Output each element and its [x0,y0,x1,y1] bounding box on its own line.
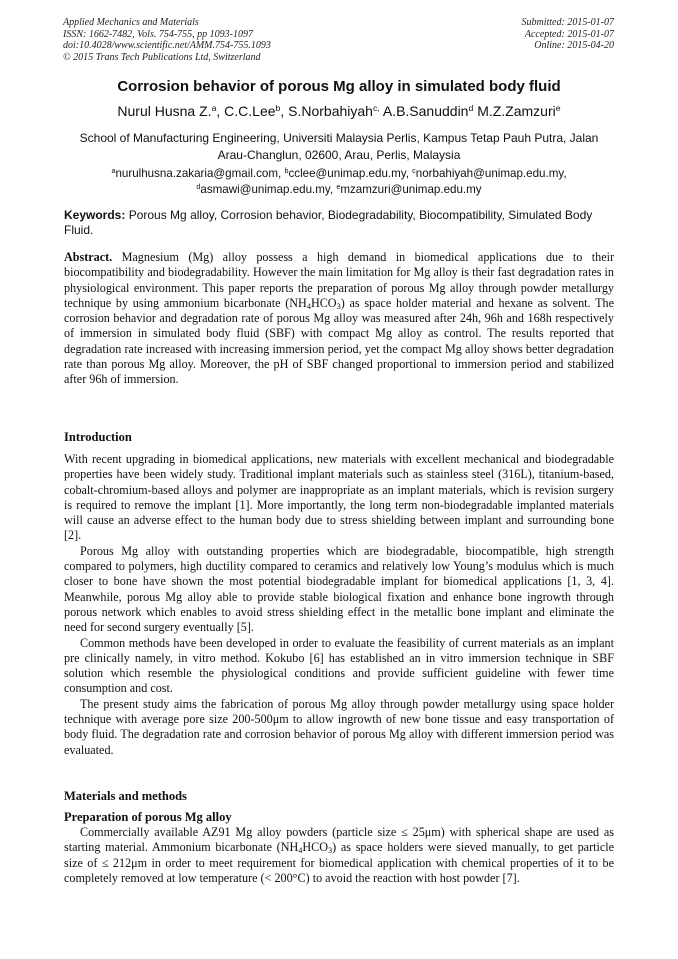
introduction-body [64,452,614,758]
doi-line: doi:10.4028/www.scientific.net/AMM.754-755.1093 [63,40,271,52]
author-list: Nurul Husna Z.$^a$, C.C.Lee$^b$, S.Norbahiyah$^{c,}$ A.B.Sanuddin$^d$ M.Z.Zamzuri$^e$ [117,103,561,119]
journal-name: Applied Mechanics and Materials [63,17,199,28]
email-d: asmawi@unimap.edu.my [200,182,330,196]
online-date: Online: 2015-04-20 [534,40,614,52]
author-mark: c, [372,103,380,114]
author-emails: $^a$nurulhusna.zakaria@gmail.com, $^b$cclee@unimap.edu.my, $^c$norbahiyah@unimap.edu.my, $^d$asmawi@unimap.edu.my, $^e$mzamzuri@unimap.edu.my [111,166,567,196]
preparation-body: Commercially available AZ91 Mg alloy powders (particle size ≤ 25μm) with spherical shape are used as starting material. Ammonium bicarbonate $(NH_4HCO_3)$ as space holders were sieved manually, to get particle size of ≤ 212μm in order to meet requirement for biomedical application with chemical properties of it to be completely removed at low temperature (< 200°C) to avoid the reaction with host powder [7]. [64,825,615,885]
journal-info [63,17,271,63]
email-c: norbahiyah@unimap.edu.my [415,167,564,180]
paper-title: Corrosion behavior of porous Mg alloy in simulated body fluid [117,78,561,95]
introduction-heading: Introduction [64,430,132,444]
abstract-label: Abstract. [64,250,113,264]
issn-line: ISSN: 1662-7482, Vols. 754-755, pp 1093-1097 [63,28,253,40]
abstract: Abstract. Magnesium (Mg) alloy possess a high demand in biomedical applications due to their biocompatibility and biodegradability. However the main limitation for Mg alloy is their fast degradation rates in physiological environment. This paper reports the preparation of porous Mg alloy through powder metallurgy technique by using ammonium bicarbonate $(NH_4HCO_3)$ as space holder material and hexane as solvent. The corrosion behavior and degradation rate of porous Mg alloy was measured after 24h, 96h and 168h respectively of immersion in simulated body fluid (SBF) with compact Mg alloy as control. The results reported that degradation rate increased with increasing immersion period, yet the compact Mg alloy shows better degradation rate than porous Mg alloy. Moreover, the pH of SBF changed proportional to immersion period and stabilized after 96h of immersion. [64,250,614,387]
author-mark: d [468,103,474,114]
copyright-line: © 2015 Trans Tech Publications Ltd, Switzerland [63,51,261,63]
keywords-text: Porous Mg alloy, Corrosion behavior, Biodegradability, Biocompatibility, Simulated Body Fluid. [64,208,593,238]
author-name: A.B.Sanuddin [382,103,469,119]
author-name: M.Z.Zamzuri [477,103,556,119]
preparation-subheading: Preparation of porous Mg alloy [64,810,232,824]
materials-heading: Materials and methods [64,789,187,803]
paragraph: The present study aims the fabrication of porous Mg alloy through powder metallurgy using space holder technique with average pore size 200-500μm to allow ingrowth of new bone tissue and easy transportation of body fluid. The degradation rate and corrosion behavior of porous Mg alloy with different immersion period was evaluated. [64,696,614,757]
email-a: nurulhusna.zakaria@gmail.com [115,167,279,180]
affiliation: School of Manufacturing Engineering, Universiti Malaysia Perlis, Kampus Tetap Pauh Putra, Jalan Arau-Changlun, 02600, Arau, Perlis, Malaysia [79,131,599,162]
paragraph: Porous Mg alloy with outstanding properties which are biodegradable, biocompatible, high strength compared to polymers, high ductility compared to ceramics and relatively low Young’s modulus which is much closer to bone have shown the most potential biodegradable implant for biomedical applications [1, 3, 4]. Meanwhile, porous Mg alloy able to provide stable biological fixation and enhance bone ingrowth through porous network which enables to avoid stress shielding effect in the metallic bone implant and eliminate the need for second surgery eventually [5]. [64,543,614,635]
keywords [64,208,616,239]
submitted-date: Submitted: 2015-01-07 [521,17,614,28]
author-name: S.Norbahiyah [288,103,373,119]
keywords-label: Keywords: [64,208,126,222]
submission-dates [522,17,615,52]
author-mark: b [275,103,281,114]
paragraph: With recent upgrading in biomedical applications, new materials with excellent mechanical and biodegradable properties have been widely study. Traditional implant materials such as stainless steel (316L), titanium-based, cobalt-chromium-based alloys and polymer are inappropriate as an implant materials, which is revision surgery is required to remove the implant [1]. More importantly, the long term non-biodegradable implanted materials will cause an adverse effect to the human body due to stress shielding between implant and surrounding bone [2]. [64,452,614,543]
author-mark: e [555,103,561,114]
paragraph: Common methods have been developed in order to evaluate the feasibility of current materials as an implant pre clinically namely, in vitro method. Kokubo [6] has established an in vitro immersion technique in SBF solution which resemble the physiological conditions and provide sufficient guideline with fewer time consumption and cost. [64,635,614,696]
email-e: mzamzuri@unimap.edu.my [340,182,482,196]
email-b: cclee@unimap.edu.my [288,167,406,180]
author-name: Nurul Husna Z. [117,103,212,119]
accepted-date: Accepted: 2015-01-07 [524,28,614,40]
author-mark: a [211,103,217,114]
author-name: C.C.Lee [224,103,276,119]
